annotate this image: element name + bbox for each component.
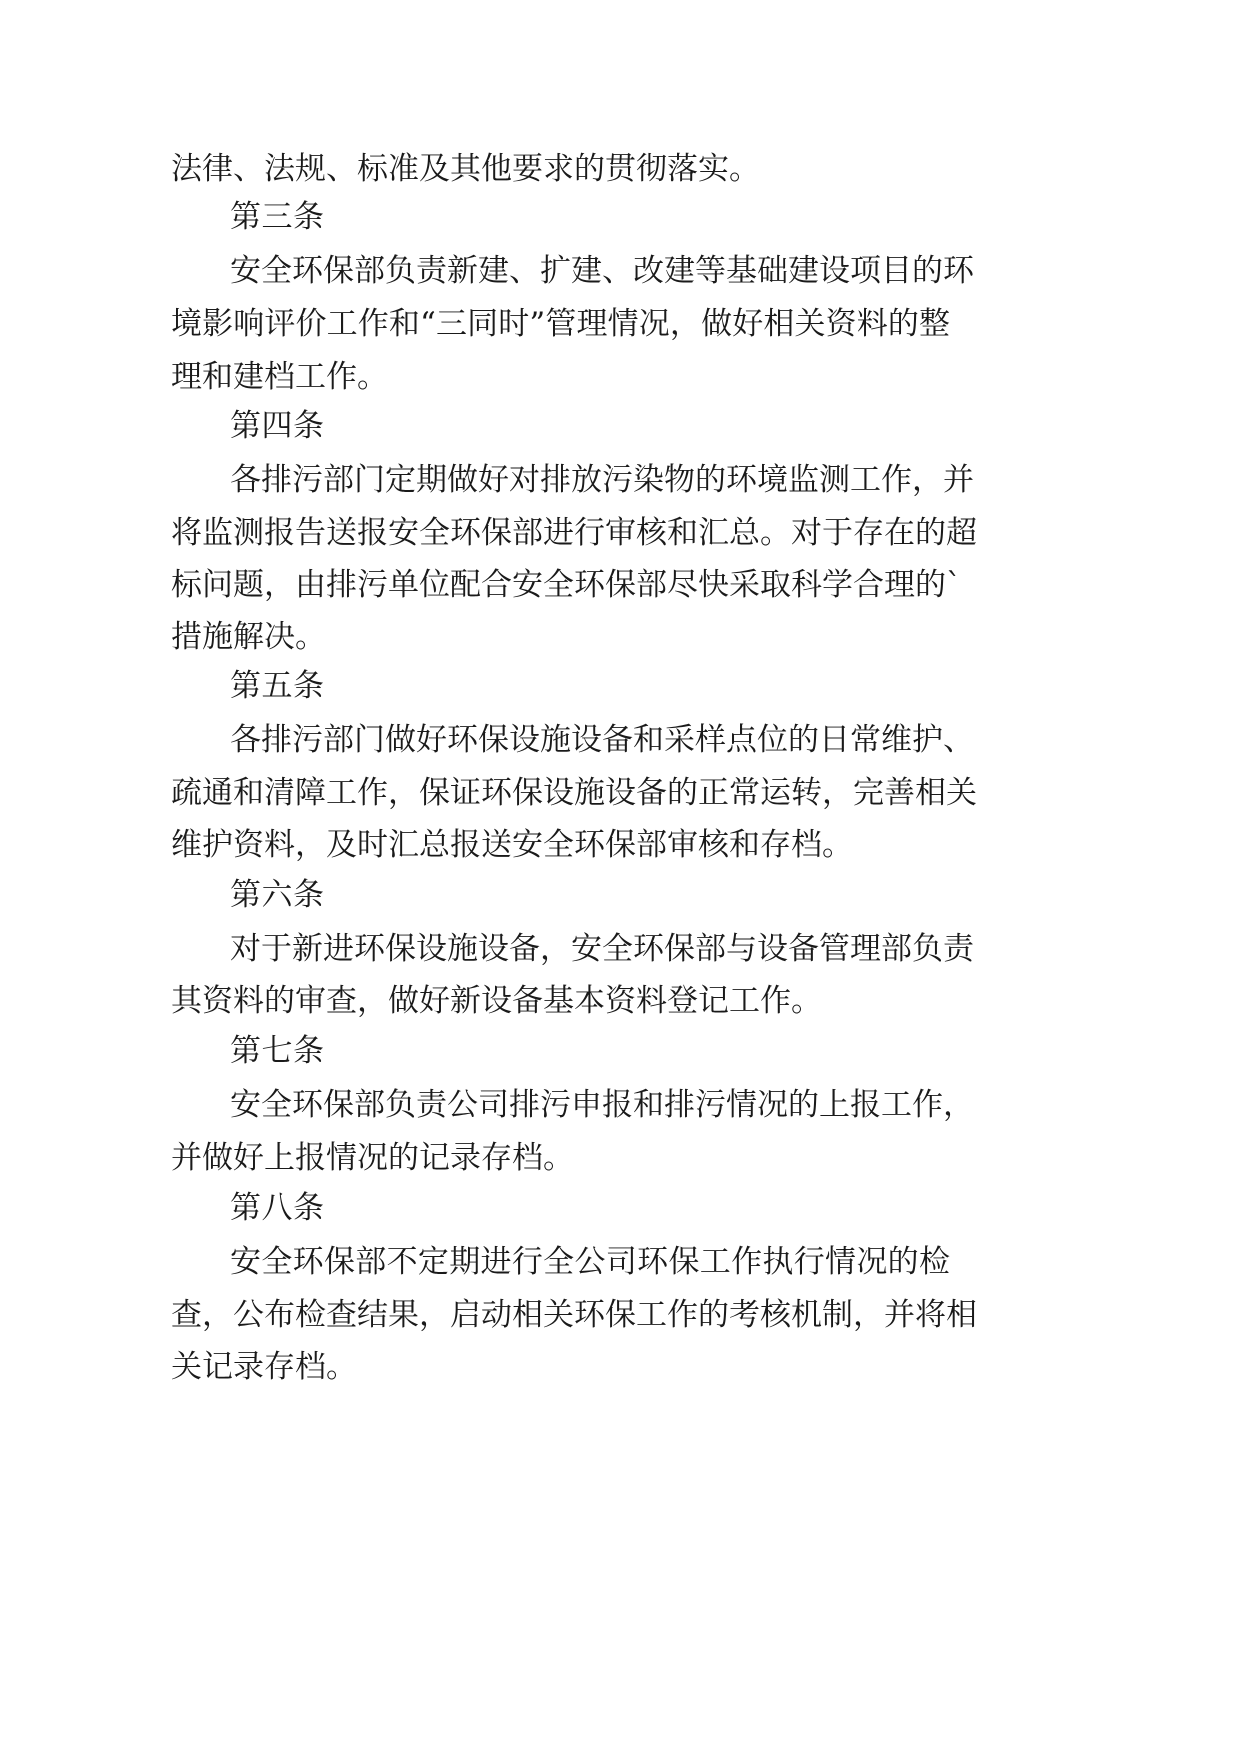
paragraph-line: 措施解决。 [171, 619, 326, 655]
paragraph-line: 各排污部门定期做好对排放污染物的环境监测工作，并 [230, 462, 974, 498]
paragraph-line: 其资料的审查，做好新设备基本资料登记工作。 [171, 983, 822, 1019]
paragraph-line: 关记录存档。 [171, 1349, 357, 1385]
article-heading: 第七条 [230, 1033, 325, 1069]
paragraph-line: 各排污部门做好环保设施设备和采样点位的日常维护、 [230, 722, 974, 758]
paragraph-line: 安全环保部负责公司排污申报和排污情况的上报工作， [230, 1087, 974, 1123]
paragraph-line: 境影响评价工作和“三同时”管理情况，做好相关资料的整 [171, 306, 950, 342]
article-heading: 第三条 [230, 199, 325, 235]
article-heading: 第五条 [230, 668, 325, 704]
paragraph-line: 安全环保部负责新建、扩建、改建等基础建设项目的环 [230, 253, 974, 289]
article-heading: 第八条 [230, 1190, 325, 1226]
paragraph-line: 对于新进环保设施设备，安全环保部与设备管理部负责 [230, 931, 974, 967]
paragraph-line: 法律、法规、标准及其他要求的贯彻落实。 [171, 151, 760, 187]
paragraph-line: 将监测报告送报安全环保部进行审核和汇总。对于存在的超 [171, 515, 977, 551]
article-heading: 第六条 [230, 877, 325, 913]
paragraph-line: 理和建档工作。 [171, 359, 388, 395]
paragraph-line: 并做好上报情况的记录存档。 [171, 1140, 574, 1176]
paragraph-line: 疏通和清障工作，保证环保设施设备的正常运转，完善相关 [171, 775, 977, 811]
paragraph-line: 标问题，由排污单位配合安全环保部尽快采取科学合理的` [171, 567, 962, 603]
paragraph-line: 安全环保部不定期进行全公司环保工作执行情况的检 [230, 1244, 950, 1280]
paragraph-line: 维护资料，及时汇总报送安全环保部审核和存档。 [171, 827, 853, 863]
paragraph-line: 查，公布检查结果，启动相关环保工作的考核机制，并将相 [171, 1297, 977, 1333]
article-heading: 第四条 [230, 408, 325, 444]
